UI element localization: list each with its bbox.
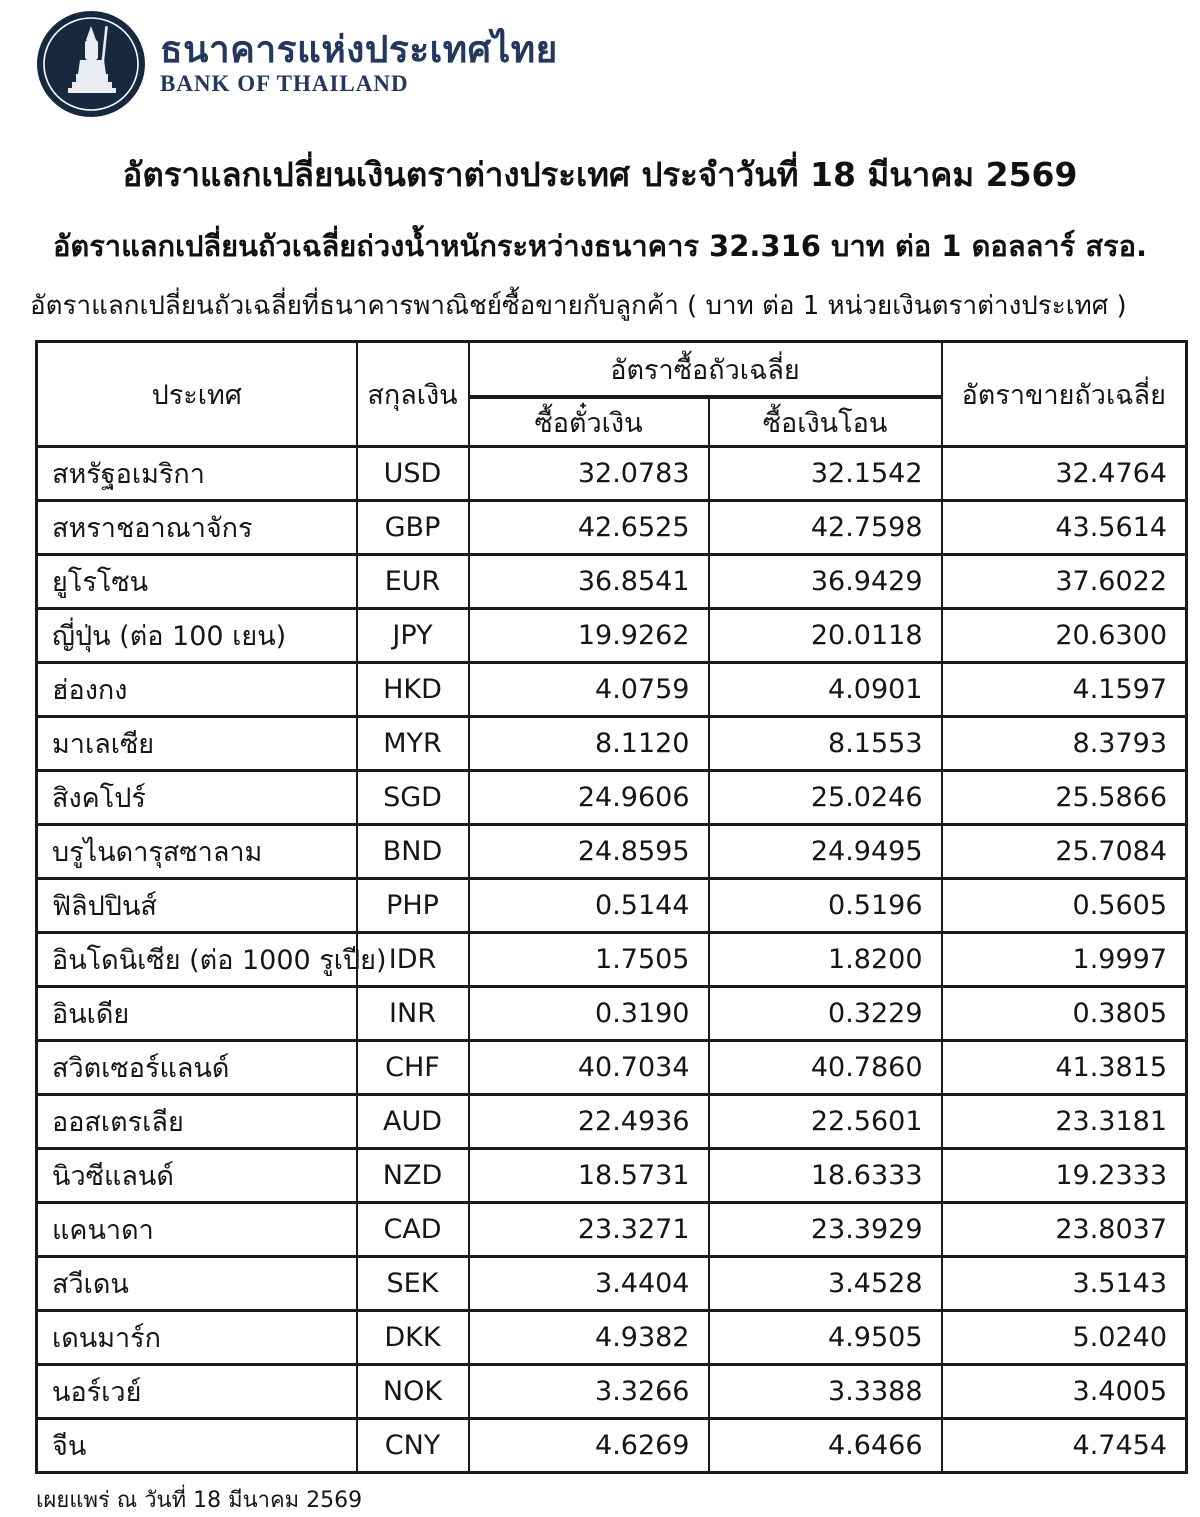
currency-code-cell: IDR bbox=[357, 933, 469, 987]
country-cell: จีน bbox=[37, 1419, 357, 1473]
buying-transfer-cell: 1.8200 bbox=[709, 933, 942, 987]
buying-transfer-cell: 4.9505 bbox=[709, 1311, 942, 1365]
selling-rate-cell: 4.7454 bbox=[942, 1419, 1187, 1473]
currency-code-cell: NOK bbox=[357, 1365, 469, 1419]
buying-transfer-cell: 0.3229 bbox=[709, 987, 942, 1041]
currency-code-cell: SEK bbox=[357, 1257, 469, 1311]
country-cell: ฮ่องกง bbox=[37, 663, 357, 717]
selling-rate-cell: 20.6300 bbox=[942, 609, 1187, 663]
table-row bbox=[37, 501, 1187, 555]
table-row bbox=[37, 933, 1187, 987]
buying-sight-cell: 1.7505 bbox=[469, 933, 709, 987]
selling-rate-cell: 43.5614 bbox=[942, 501, 1187, 555]
currency-code-cell: CHF bbox=[357, 1041, 469, 1095]
currency-code-cell: EUR bbox=[357, 555, 469, 609]
table-row bbox=[37, 1041, 1187, 1095]
currency-code-cell: NZD bbox=[357, 1149, 469, 1203]
selling-rate-cell: 1.9997 bbox=[942, 933, 1187, 987]
country-cell: สหรัฐอเมริกา bbox=[37, 447, 357, 501]
buying-sight-cell: 4.0759 bbox=[469, 663, 709, 717]
currency-code-cell: PHP bbox=[357, 879, 469, 933]
selling-rate-cell: 8.3793 bbox=[942, 717, 1187, 771]
currency-code-cell: DKK bbox=[357, 1311, 469, 1365]
table-row bbox=[37, 1095, 1187, 1149]
selling-rate-cell: 4.1597 bbox=[942, 663, 1187, 717]
selling-rate-cell: 0.5605 bbox=[942, 879, 1187, 933]
buying-transfer-cell: 36.9429 bbox=[709, 555, 942, 609]
table-row bbox=[37, 1365, 1187, 1419]
currency-code-cell: BND bbox=[357, 825, 469, 879]
buying-sight-cell: 19.9262 bbox=[469, 609, 709, 663]
country-cell: ออสเตรเลีย bbox=[37, 1095, 357, 1149]
selling-rate-cell: 3.4005 bbox=[942, 1365, 1187, 1419]
buying-sight-cell: 8.1120 bbox=[469, 717, 709, 771]
selling-rate-cell: 23.8037 bbox=[942, 1203, 1187, 1257]
table-row bbox=[37, 663, 1187, 717]
selling-rate-cell: 32.4764 bbox=[942, 447, 1187, 501]
buying-transfer-cell: 3.3388 bbox=[709, 1365, 942, 1419]
country-cell: เดนมาร์ก bbox=[37, 1311, 357, 1365]
country-cell: อินโดนิเซีย (ต่อ 1000 รูเปีย) bbox=[37, 933, 357, 987]
buying-sight-cell: 24.8595 bbox=[469, 825, 709, 879]
buying-transfer-cell: 32.1542 bbox=[709, 447, 942, 501]
brand-name-english: BANK OF THAILAND bbox=[160, 71, 409, 97]
selling-rate-cell: 5.0240 bbox=[942, 1311, 1187, 1365]
buying-transfer-cell: 8.1553 bbox=[709, 717, 942, 771]
table-row bbox=[37, 717, 1187, 771]
buying-sight-cell: 40.7034 bbox=[469, 1041, 709, 1095]
buying-sight-cell: 0.5144 bbox=[469, 879, 709, 933]
table-row bbox=[37, 771, 1187, 825]
currency-code-cell: AUD bbox=[357, 1095, 469, 1149]
exchange-rate-table bbox=[35, 340, 1188, 1474]
buying-transfer-cell: 3.4528 bbox=[709, 1257, 942, 1311]
country-cell: นอร์เวย์ bbox=[37, 1365, 357, 1419]
country-cell: ยูโรโซน bbox=[37, 555, 357, 609]
buying-sight-cell: 4.9382 bbox=[469, 1311, 709, 1365]
country-cell: แคนาดา bbox=[37, 1203, 357, 1257]
selling-rate-cell: 25.7084 bbox=[942, 825, 1187, 879]
column-header-buying-sight-bill: ซื้อตั๋วเงิน bbox=[469, 397, 709, 447]
country-cell: สวีเดน bbox=[37, 1257, 357, 1311]
country-cell: มาเลเซีย bbox=[37, 717, 357, 771]
column-header-selling: อัตราขายถัวเฉลี่ย bbox=[942, 342, 1187, 447]
currency-code-cell: HKD bbox=[357, 663, 469, 717]
selling-rate-cell: 41.3815 bbox=[942, 1041, 1187, 1095]
currency-code-cell: GBP bbox=[357, 501, 469, 555]
buying-sight-cell: 18.5731 bbox=[469, 1149, 709, 1203]
brand-text bbox=[160, 27, 558, 98]
brand-header bbox=[0, 0, 1200, 120]
country-cell: ญี่ปุ่น (ต่อ 100 เยน) bbox=[37, 609, 357, 663]
column-header-currency: สกุลเงิน bbox=[357, 342, 469, 447]
currency-code-cell: JPY bbox=[357, 609, 469, 663]
country-cell: บรูไนดารุสซาลาม bbox=[37, 825, 357, 879]
publish-date: เผยแพร่ ณ วันที่ 18 มีนาคม 2569 bbox=[36, 1488, 363, 1513]
table-row bbox=[37, 555, 1187, 609]
buying-transfer-cell: 22.5601 bbox=[709, 1095, 942, 1149]
buying-sight-cell: 3.3266 bbox=[469, 1365, 709, 1419]
buying-transfer-cell: 0.5196 bbox=[709, 879, 942, 933]
country-cell: สหราชอาณาจักร bbox=[37, 501, 357, 555]
buying-sight-cell: 32.0783 bbox=[469, 447, 709, 501]
country-cell: ฟิลิปปินส์ bbox=[37, 879, 357, 933]
buying-sight-cell: 42.6525 bbox=[469, 501, 709, 555]
currency-code-cell: MYR bbox=[357, 717, 469, 771]
currency-code-cell: INR bbox=[357, 987, 469, 1041]
country-cell: สวิตเซอร์แลนด์ bbox=[37, 1041, 357, 1095]
currency-code-cell: CAD bbox=[357, 1203, 469, 1257]
column-header-buying-transfer: ซื้อเงินโอน bbox=[709, 397, 942, 447]
buying-transfer-cell: 23.3929 bbox=[709, 1203, 942, 1257]
buying-transfer-cell: 24.9495 bbox=[709, 825, 942, 879]
buying-transfer-cell: 20.0118 bbox=[709, 609, 942, 663]
selling-rate-cell: 19.2333 bbox=[942, 1149, 1187, 1203]
buying-transfer-cell: 25.0246 bbox=[709, 771, 942, 825]
selling-rate-cell: 25.5866 bbox=[942, 771, 1187, 825]
buying-sight-cell: 24.9606 bbox=[469, 771, 709, 825]
selling-rate-cell: 3.5143 bbox=[942, 1257, 1187, 1311]
brand-name-thai: ธนาคารแห่งประเทศไทย bbox=[160, 27, 558, 71]
selling-rate-cell: 37.6022 bbox=[942, 555, 1187, 609]
table-row bbox=[37, 987, 1187, 1041]
table-row bbox=[37, 609, 1187, 663]
buying-sight-cell: 4.6269 bbox=[469, 1419, 709, 1473]
currency-code-cell: USD bbox=[357, 447, 469, 501]
table-row bbox=[37, 1419, 1187, 1473]
country-cell: อินเดีย bbox=[37, 987, 357, 1041]
currency-code-cell: CNY bbox=[357, 1419, 469, 1473]
buying-sight-cell: 22.4936 bbox=[469, 1095, 709, 1149]
page-subtitle: อัตราแลกเปลี่ยนถัวเฉลี่ยถ่วงน้ำหนักระหว่างธนาคาร 32.316 บาท ต่อ 1 ดอลลาร์ สรอ. bbox=[52, 229, 1148, 263]
buying-sight-cell: 36.8541 bbox=[469, 555, 709, 609]
buying-transfer-cell: 18.6333 bbox=[709, 1149, 942, 1203]
table-row bbox=[37, 825, 1187, 879]
column-header-country: ประเทศ bbox=[37, 342, 357, 447]
table-row bbox=[37, 1203, 1187, 1257]
buying-sight-cell: 23.3271 bbox=[469, 1203, 709, 1257]
page-title: อัตราแลกเปลี่ยนเงินตราต่างประเทศ ประจำวันที่ 18 มีนาคม 2569 bbox=[122, 155, 1078, 194]
page-note: อัตราแลกเปลี่ยนถัวเฉลี่ยที่ธนาคารพาณิชย์ซื้อขายกับลูกค้า ( บาท ต่อ 1 หน่วยเงินตราต่างประเทศ ) bbox=[30, 291, 1127, 321]
column-header-buying-group: อัตราซื้อถัวเฉลี่ย bbox=[469, 342, 942, 398]
selling-rate-cell: 0.3805 bbox=[942, 987, 1187, 1041]
table-row bbox=[37, 1149, 1187, 1203]
table-row bbox=[37, 1257, 1187, 1311]
buying-sight-cell: 3.4404 bbox=[469, 1257, 709, 1311]
buying-sight-cell: 0.3190 bbox=[469, 987, 709, 1041]
table-row bbox=[37, 879, 1187, 933]
selling-rate-cell: 23.3181 bbox=[942, 1095, 1187, 1149]
country-cell: สิงคโปร์ bbox=[37, 771, 357, 825]
buying-transfer-cell: 40.7860 bbox=[709, 1041, 942, 1095]
buying-transfer-cell: 42.7598 bbox=[709, 501, 942, 555]
currency-code-cell: SGD bbox=[357, 771, 469, 825]
buying-transfer-cell: 4.0901 bbox=[709, 663, 942, 717]
buying-transfer-cell: 4.6466 bbox=[709, 1419, 942, 1473]
country-cell: นิวซีแลนด์ bbox=[37, 1149, 357, 1203]
table-row bbox=[37, 447, 1187, 501]
bank-of-thailand-logo-icon bbox=[36, 10, 146, 118]
table-row bbox=[37, 1311, 1187, 1365]
